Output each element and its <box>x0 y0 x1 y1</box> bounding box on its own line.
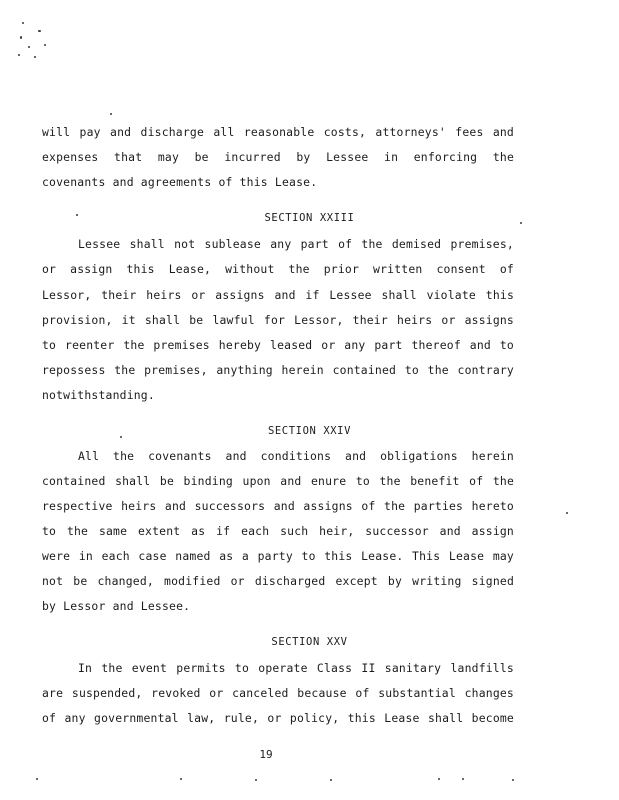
scan-speck <box>330 779 332 781</box>
scan-speck <box>38 30 41 32</box>
section-heading: SECTION XXV <box>271 636 348 648</box>
scan-speck <box>110 113 112 115</box>
body-text-line: are suspended, revoked or canceled because of substantial changes <box>42 686 514 700</box>
body-text-line: contained shall be binding upon and enure to the benefit of the <box>42 474 514 488</box>
body-text-line: will pay and discharge all reasonable costs, attorneys' fees and <box>42 125 514 139</box>
body-text-line: repossess the premises, anything herein contained to the contrary <box>42 363 514 377</box>
body-text-line: expenses that may be incurred by Lessee in enforcing the <box>42 150 514 164</box>
page-number: 19 <box>259 748 273 761</box>
body-text-line: All the covenants and conditions and obligations herein <box>78 449 514 463</box>
scan-speck <box>22 22 24 24</box>
scan-speck <box>18 54 20 56</box>
body-text-line: of any governmental law, rule, or policy, this Lease shall become <box>42 711 514 725</box>
scan-speck <box>28 46 30 48</box>
scan-speck <box>255 779 257 781</box>
body-text-line: or assign this Lease, without the prior written consent of <box>42 262 514 276</box>
scan-speck <box>512 779 514 781</box>
body-text-line: not be changed, modified or discharged except by writing signed <box>42 574 514 588</box>
scan-speck <box>34 56 36 58</box>
body-text-line: by Lessor and Lessee. <box>42 599 191 613</box>
body-text-line: Lessor, their heirs or assigns and if Lessee shall violate this <box>42 288 514 302</box>
scan-speck <box>20 36 22 39</box>
body-text-line: covenants and agreements of this Lease. <box>42 175 318 189</box>
scan-speck <box>566 512 568 514</box>
section-heading: SECTION XXIII <box>264 212 355 224</box>
body-text-line: to the same extent as if each such heir, successor and assign <box>42 524 514 538</box>
body-text-line: were in each case named as a party to this Lease. This Lease may <box>42 549 514 563</box>
scan-speck <box>44 44 46 46</box>
scan-speck <box>36 778 38 780</box>
body-text-line: respective heirs and successors and assigns of the parties hereto <box>42 499 514 513</box>
body-text-line: Lessee shall not sublease any part of the demised premises, <box>78 237 514 251</box>
scan-speck <box>438 778 440 780</box>
body-text-line: notwithstanding. <box>42 388 155 402</box>
scan-speck <box>462 778 464 780</box>
body-text-line: In the event permits to operate Class II sanitary landfills <box>78 661 514 675</box>
body-text-line: provision, it shall be lawful for Lessor, their heirs or assigns <box>42 313 514 327</box>
section-heading: SECTION XXIV <box>267 425 352 437</box>
body-text-line: to reenter the premises hereby leased or any part thereof and to <box>42 338 514 352</box>
scan-speck <box>180 778 182 780</box>
